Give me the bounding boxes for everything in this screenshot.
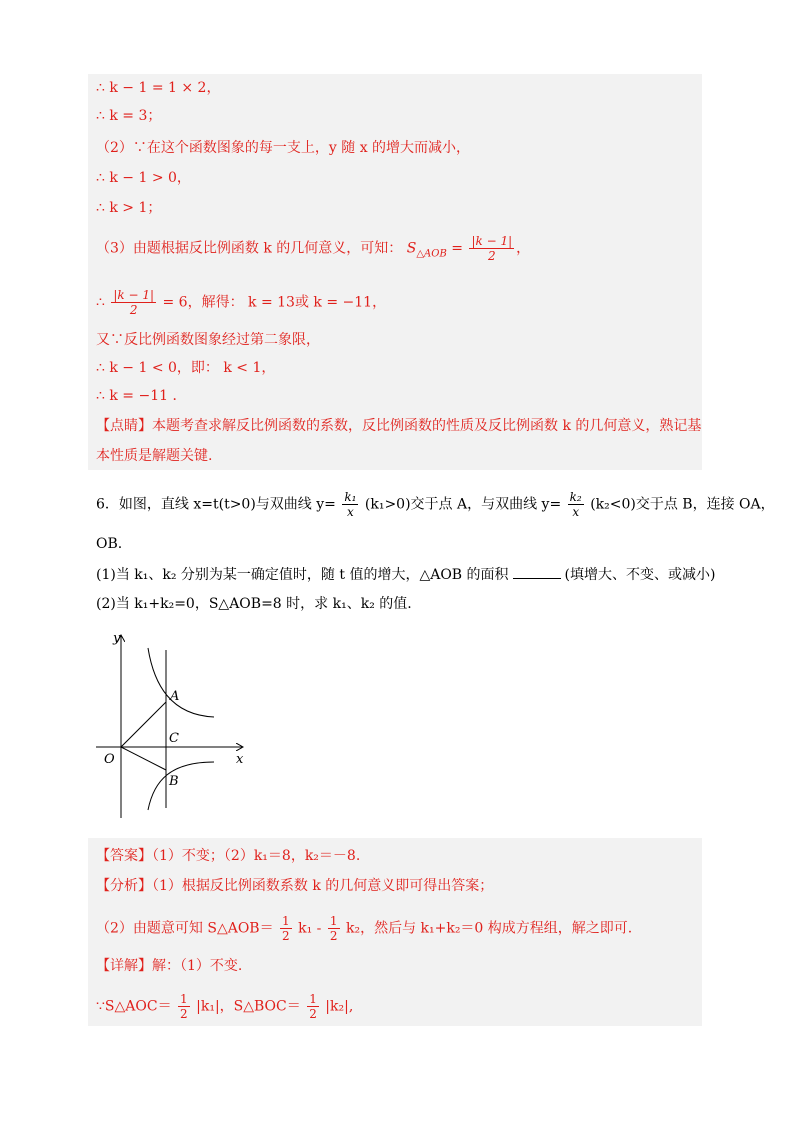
q-f1-den: x <box>347 505 354 519</box>
l6-sub: △AOB <box>416 248 447 260</box>
l6-end: ， <box>516 240 531 257</box>
segment-oa <box>121 702 166 747</box>
solution-line-1: ∴ k − 1 = 1 × 2， <box>96 80 221 96</box>
detail-line-2 <box>96 992 353 1021</box>
a2-fraction-1 <box>280 914 292 943</box>
solution-line-9: ∴ k − 1 < 0，即： k < 1， <box>96 360 276 376</box>
analysis-line-2 <box>96 914 632 943</box>
a2-fraction-2 <box>328 914 340 943</box>
a2-f2-den: 2 <box>329 929 338 943</box>
hyperbola-k2 <box>148 762 214 810</box>
hyperbola-k1 <box>148 648 214 717</box>
comment-line-1: 【点睛】本题考查求解反比例函数的系数，反比例函数的性质及反比例函数 k 的几何意义，熟记基 <box>96 418 702 434</box>
l7-fraction <box>111 288 156 317</box>
coordinate-graph <box>96 630 256 820</box>
solution-line-2: ∴ k = 3； <box>96 108 162 124</box>
solution-line-7 <box>96 288 386 317</box>
l7-frac-den: 2 <box>129 303 138 317</box>
l7-pre: ∴ <box>96 294 110 311</box>
solution-line-10: ∴ k = −11 ． <box>96 388 187 404</box>
d2-f2-num: 1 <box>309 992 317 1006</box>
question-part-2: (2)当 k₁+k₂=0，S△AOB=8 时，求 k₁、k₂ 的值. <box>96 596 412 612</box>
question-line-2: OB. <box>96 536 123 552</box>
analysis-line-1: 【分析】（1）根据反比例函数系数 k 的几何意义即可得出答案； <box>96 878 494 894</box>
comment-line-2: 本性质是解题关键. <box>96 448 213 464</box>
d2-fraction-1 <box>178 992 190 1021</box>
q-end: (k₂<0)交于点 B，连接 OA， <box>590 496 775 513</box>
a2-pre: （2）由题意可知 S△AOB＝ <box>96 920 274 937</box>
d2-end: |k₂|, <box>325 998 354 1015</box>
l7-end: k = −11， <box>308 294 387 311</box>
q-f2-den: x <box>572 505 580 519</box>
l6-frac-num: |k − 1| <box>471 234 513 248</box>
l6-frac-den: 2 <box>487 249 496 263</box>
y-axis-label: y <box>113 631 121 646</box>
a2-mid: k₁ - <box>298 920 326 937</box>
x-axis-label: x <box>236 752 244 767</box>
origin-label: O <box>104 752 115 767</box>
q-mid: (k₁>0)交于点 A，与双曲线 y= <box>364 496 562 513</box>
solution-line-8: 又∵反比例函数图象经过第二象限， <box>96 332 320 348</box>
d2-f2-den: 2 <box>309 1007 317 1021</box>
l7-frac-num: |k − 1| <box>113 288 155 302</box>
l6-text: （3）由题根据反比例函数 k 的几何意义，可知： <box>96 240 403 257</box>
q-pre: 6．如图，直线 x=t(t>0)与双曲线 y= <box>96 496 336 513</box>
solution-line-5: ∴ k > 1； <box>96 200 162 216</box>
l7-mid: = 6，解得： k = 13 <box>162 294 295 311</box>
question-line-1 <box>96 490 775 519</box>
a2-f1-den: 2 <box>282 929 290 943</box>
d2-mid: |k₁|，S△BOC＝ <box>196 998 301 1015</box>
l7-or: 或 <box>294 294 309 311</box>
l6-eq: = <box>446 240 468 257</box>
d2-f1-den: 2 <box>180 1007 188 1021</box>
p1-pre: (1)当 k₁、k₂ 分别为某一确定值时，随 t 值的增大，△AOB 的面积 <box>96 567 509 583</box>
a2-end: k₂，然后与 k₁+k₂＝0 构成方程组，解之即可. <box>345 920 633 937</box>
a2-f2-num: 1 <box>329 914 338 928</box>
p1-end: (填增大、不变、或减小) <box>564 567 716 583</box>
l6-s: S <box>406 240 417 257</box>
q-fraction-1 <box>342 490 358 519</box>
point-a-label: A <box>170 689 180 704</box>
q-f1-num: k₁ <box>344 490 357 504</box>
solution-line-3: （2）∵在这个函数图象的每一支上，y 随 x 的增大而减小， <box>96 140 471 156</box>
solution-line-6 <box>96 234 530 264</box>
point-b-label: B <box>169 774 179 789</box>
answer-line: 【答案】（1）不变；（2）k₁＝8，k₂＝－8. <box>96 848 361 864</box>
q-fraction-2 <box>568 490 584 519</box>
point-c-label: C <box>169 731 179 746</box>
detail-line-1: 【详解】解：（1）不变. <box>96 958 243 974</box>
l6-fraction <box>469 234 514 263</box>
question-part-1 <box>96 564 715 585</box>
d2-pre: ∵S△AOC＝ <box>96 998 172 1015</box>
d2-fraction-2 <box>307 992 319 1021</box>
a2-f1-num: 1 <box>282 914 290 928</box>
segment-ob <box>121 747 166 770</box>
solution-block-top <box>88 74 702 470</box>
solution-line-4: ∴ k − 1 > 0， <box>96 170 191 186</box>
d2-f1-num: 1 <box>180 992 188 1006</box>
q-f2-num: k₂ <box>569 490 582 504</box>
answer-blank[interactable] <box>513 564 561 579</box>
